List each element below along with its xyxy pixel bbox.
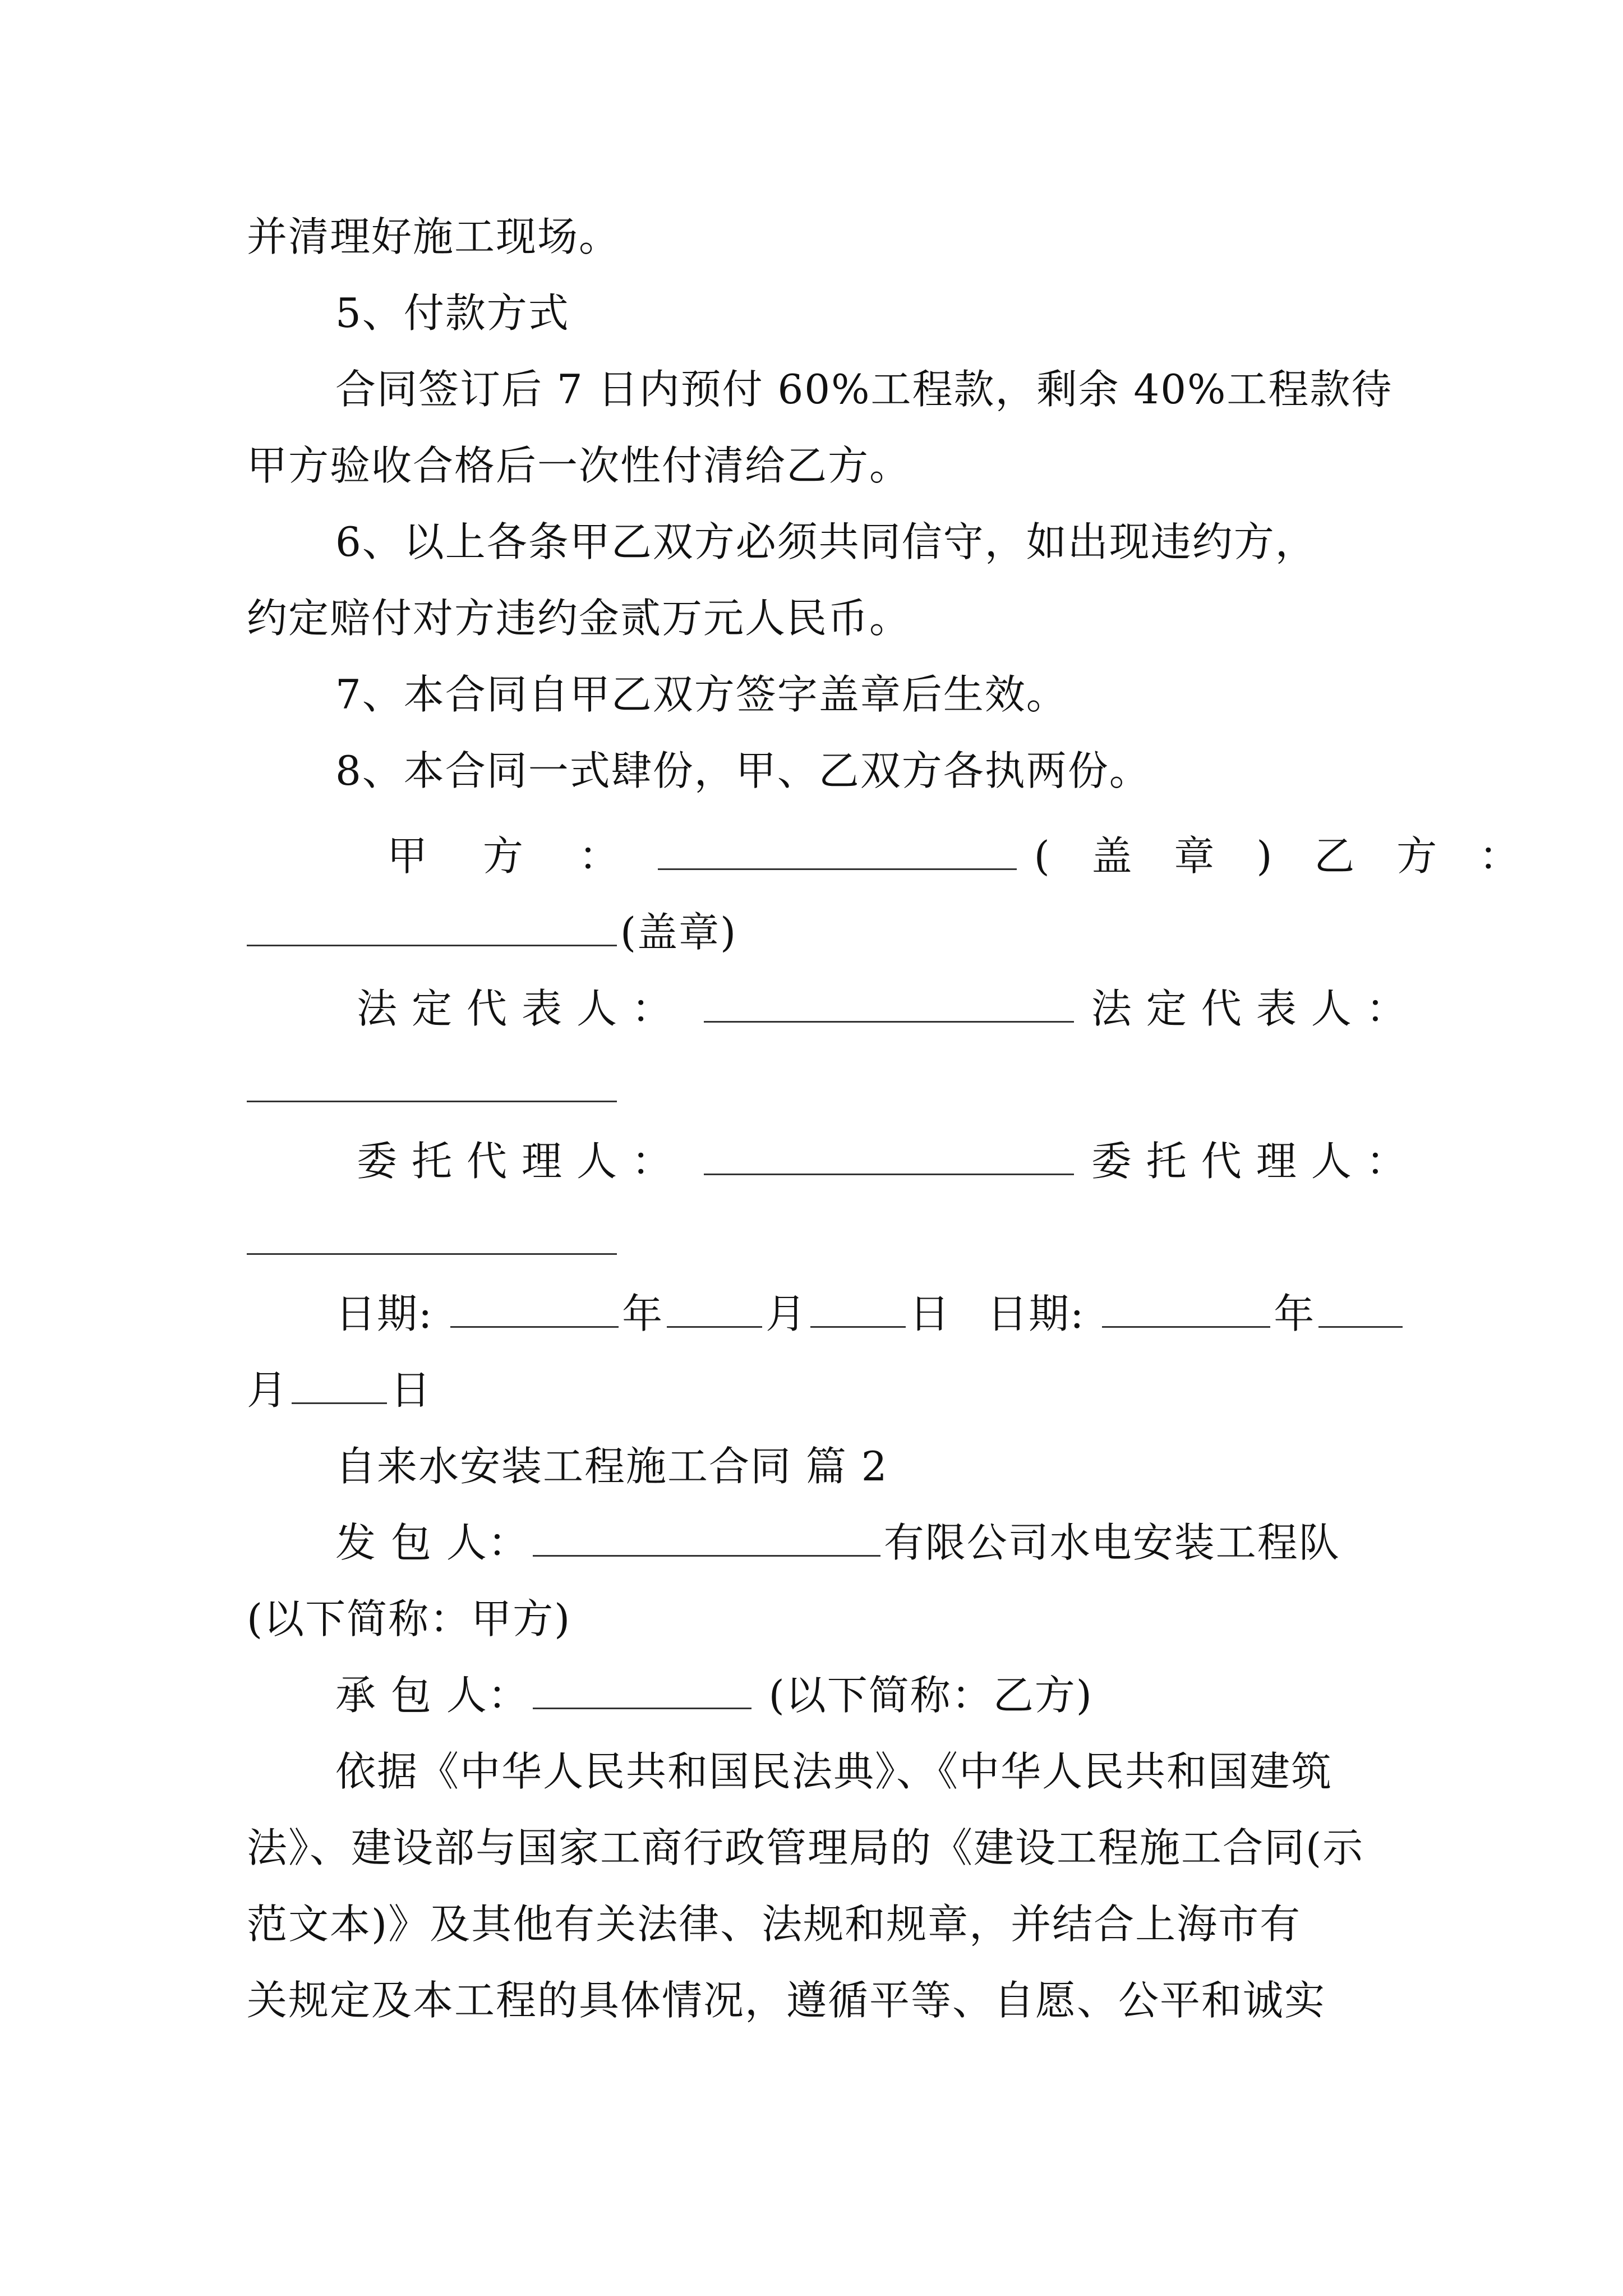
date-b-month-blank xyxy=(1318,1286,1403,1328)
agent-a-label: 委托代理人： xyxy=(357,1138,687,1185)
text-line: 甲方验收合格后一次性付清给乙方。 xyxy=(247,442,911,489)
date-b-month: 月 xyxy=(247,1366,289,1414)
contractor-suffix: 有限公司水电安装工程队 xyxy=(883,1519,1340,1566)
text-line: 8、本合同一式肆份，甲、乙双方各执两份。 xyxy=(335,747,1151,794)
section-title: 自来水安装工程施工合同 篇 2 xyxy=(335,1443,888,1490)
date-b-year: 年 xyxy=(1274,1290,1316,1337)
signature-row-party xyxy=(387,828,1534,884)
date-a-year-blank xyxy=(450,1286,619,1328)
date-a-month-blank xyxy=(667,1286,762,1328)
subcontractor-note: (以下简称：乙方) xyxy=(768,1672,1093,1719)
date-a-month: 月 xyxy=(766,1290,808,1337)
date-b-year-blank xyxy=(1102,1286,1270,1328)
text-line: 5、付款方式 xyxy=(335,289,570,337)
party-a-blank xyxy=(658,828,1017,870)
signature-row-agent xyxy=(357,1133,1421,1189)
contractor-blank xyxy=(533,1515,880,1557)
date-b-day: 日 xyxy=(390,1366,432,1414)
subcontractor-label: 承 包 人： xyxy=(335,1672,529,1719)
date-a-year: 年 xyxy=(622,1290,664,1337)
date-a-label: 日期: xyxy=(335,1290,434,1337)
date-a-day-blank xyxy=(810,1286,906,1328)
party-a-label: 甲 方 ： xyxy=(387,832,640,880)
text-line: 并清理好施工现场。 xyxy=(247,213,621,260)
signature-row-legal-rep xyxy=(357,981,1421,1037)
text-line: 法》、建设部与国家工商行政管理局的《建设工程施工合同(示 xyxy=(247,1824,1364,1871)
text-line: 合同签订后 7 日内预付 60%工程款，剩余 40%工程款待 xyxy=(335,366,1393,413)
party-b-blank xyxy=(247,904,617,946)
signature-row-seal-b xyxy=(247,904,737,960)
subcontractor-row xyxy=(335,1667,1093,1723)
signature-row-date-cont xyxy=(247,1362,432,1418)
text-line: 范文本)》及其他有关法律、法规和规章，并结合上海市有 xyxy=(247,1901,1302,1948)
signature-row-date xyxy=(335,1286,1406,1342)
agent-a-blank xyxy=(704,1133,1074,1175)
contractor-row xyxy=(335,1515,1340,1571)
legal-rep-a-label: 法定代表人： xyxy=(357,985,687,1032)
agent-b-label: 委托代理人： xyxy=(1091,1138,1421,1185)
seal-a-label: ( 盖 章 ) 乙 方 ： xyxy=(1034,832,1534,880)
legal-rep-a-blank xyxy=(704,981,1074,1023)
legal-rep-b-blank xyxy=(247,1101,617,1102)
text-line: 依据《中华人民共和国民法典》、《中华人民共和国建筑 xyxy=(335,1748,1333,1795)
date-b-label: 日期: xyxy=(987,1290,1085,1337)
contractor-note: (以下简称：甲方) xyxy=(247,1595,571,1642)
date-a-day: 日 xyxy=(909,1290,951,1337)
contractor-label: 发 包 人： xyxy=(335,1519,529,1566)
seal-b-label: (盖章) xyxy=(620,909,737,956)
legal-rep-b-label: 法定代表人： xyxy=(1091,985,1421,1032)
text-line: 6、以上各条甲乙双方必须共同信守，如出现违约方， xyxy=(335,518,1317,565)
agent-b-blank xyxy=(247,1253,617,1255)
text-line: 7、本合同自甲乙双方签字盖章后生效。 xyxy=(335,671,1068,718)
subcontractor-blank xyxy=(533,1667,751,1709)
text-line: 约定赔付对方违约金贰万元人民币。 xyxy=(247,595,911,642)
date-b-day-blank xyxy=(292,1362,387,1404)
text-line: 关规定及本工程的具体情况，遵循平等、自愿、公平和诚实 xyxy=(247,1977,1326,2024)
